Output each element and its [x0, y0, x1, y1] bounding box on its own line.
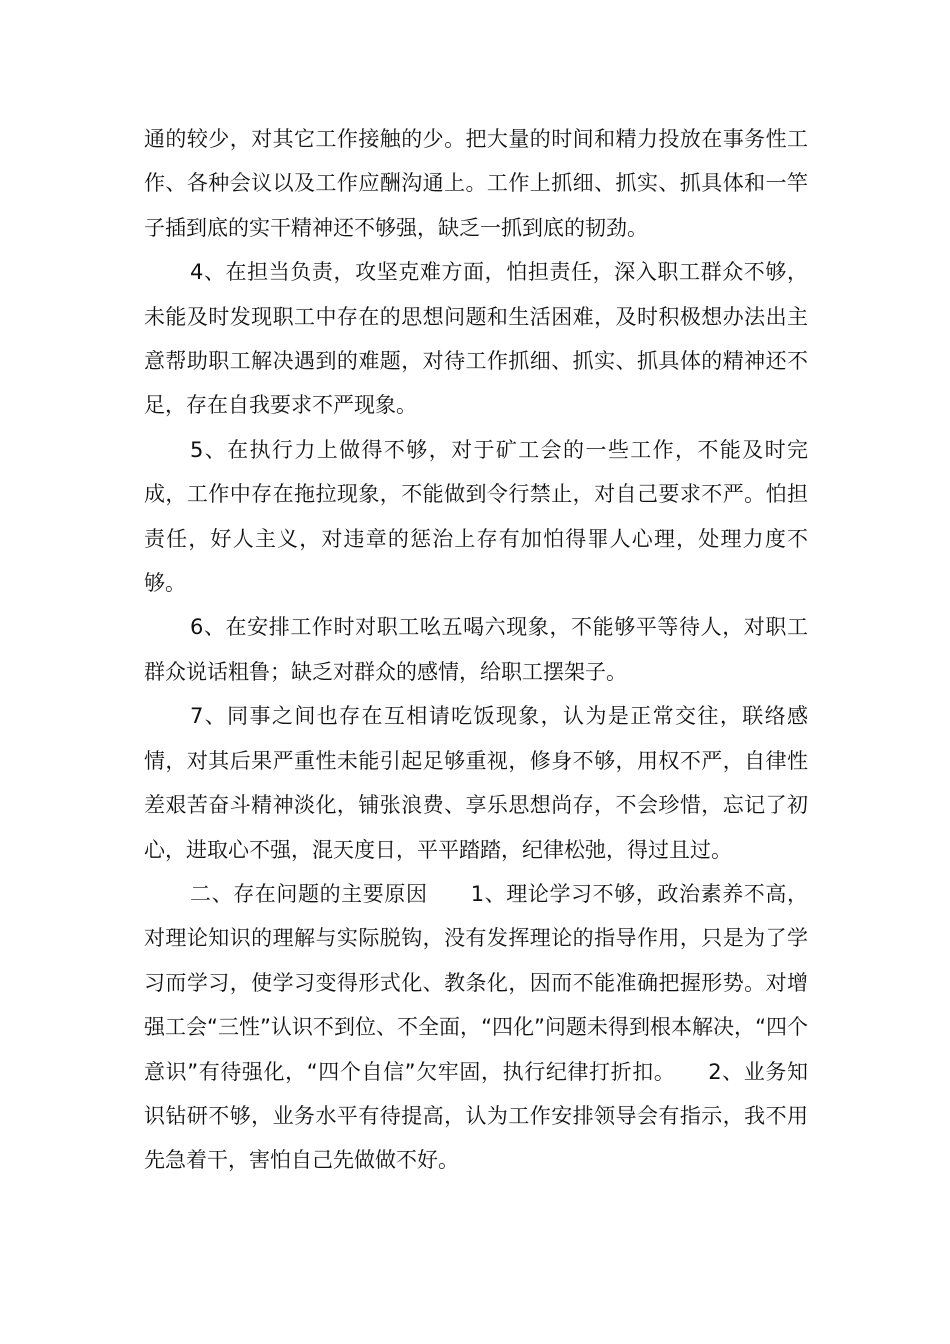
paragraph-section-two: 二、存在问题的主要原因 1、理论学习不够，政治素养不高，对理论知识的理解与实际脱钩，没有发挥理论的指导作用，只是为了学习而学习，使学习变得形式化、教条化，因而不能准确把握形势。对增强工会“三性”认识不到位、不全面，“四化”问题未得到根本解决，“四个意识”有待强化，“四个自信”欠牢固，执行纪律打折扣。 2、业务知识钻研不够，业务水平有待提高，认为工作安排领导会有指示，我不用先急着干，害怕自己先做做不好。 — [144, 881, 808, 1173]
document-body — [144, 117, 808, 1183]
paragraph-item-7: 7、同事之间也存在互相请吃饭现象，认为是正常交往，联络感情，对其后果严重性未能引起足够重视，修身不够，用权不严，自律性差艰苦奋斗精神淡化，铺张浪费、享乐思想尚存，不会珍惜，忘记了初心，进取心不强，混天度日，平平踏踏，纪律松弛，得过且过。 — [144, 704, 808, 862]
paragraph-1: 通的较少，对其它工作接触的少。把大量的时间和精力投放在事务性工作、各种会议以及工作应酬沟通上。工作上抓细、抓实、抓具体和一竿子插到底的实干精神还不够强，缺乏一抓到底的韧劲。 — [144, 127, 808, 240]
paragraph-item-5: 5、在执行力上做得不够，对于矿工会的一些工作，不能及时完成，工作中存在拖拉现象，不能做到令行禁止，对自己要求不严。怕担责任，好人主义，对违章的惩治上存有加怕得罪人心理，处理力度不够。 — [144, 437, 808, 596]
paragraph-item-4: 4、在担当负责，攻坚克难方面，怕担责任，深入职工群众不够，未能及时发现职工中存在的思想问题和生活困难，及时积极想办法出主意帮助职工解决遇到的难题，对待工作抓细、抓实、抓具体的精神还不足，存在自我要求不严现象。 — [144, 260, 808, 418]
paragraph-item-6: 6、在安排工作时对职工吆五喝六现象，不能够平等待人，对职工群众说话粗鲁；缺乏对群众的感情，给职工摆架子。 — [144, 615, 808, 684]
